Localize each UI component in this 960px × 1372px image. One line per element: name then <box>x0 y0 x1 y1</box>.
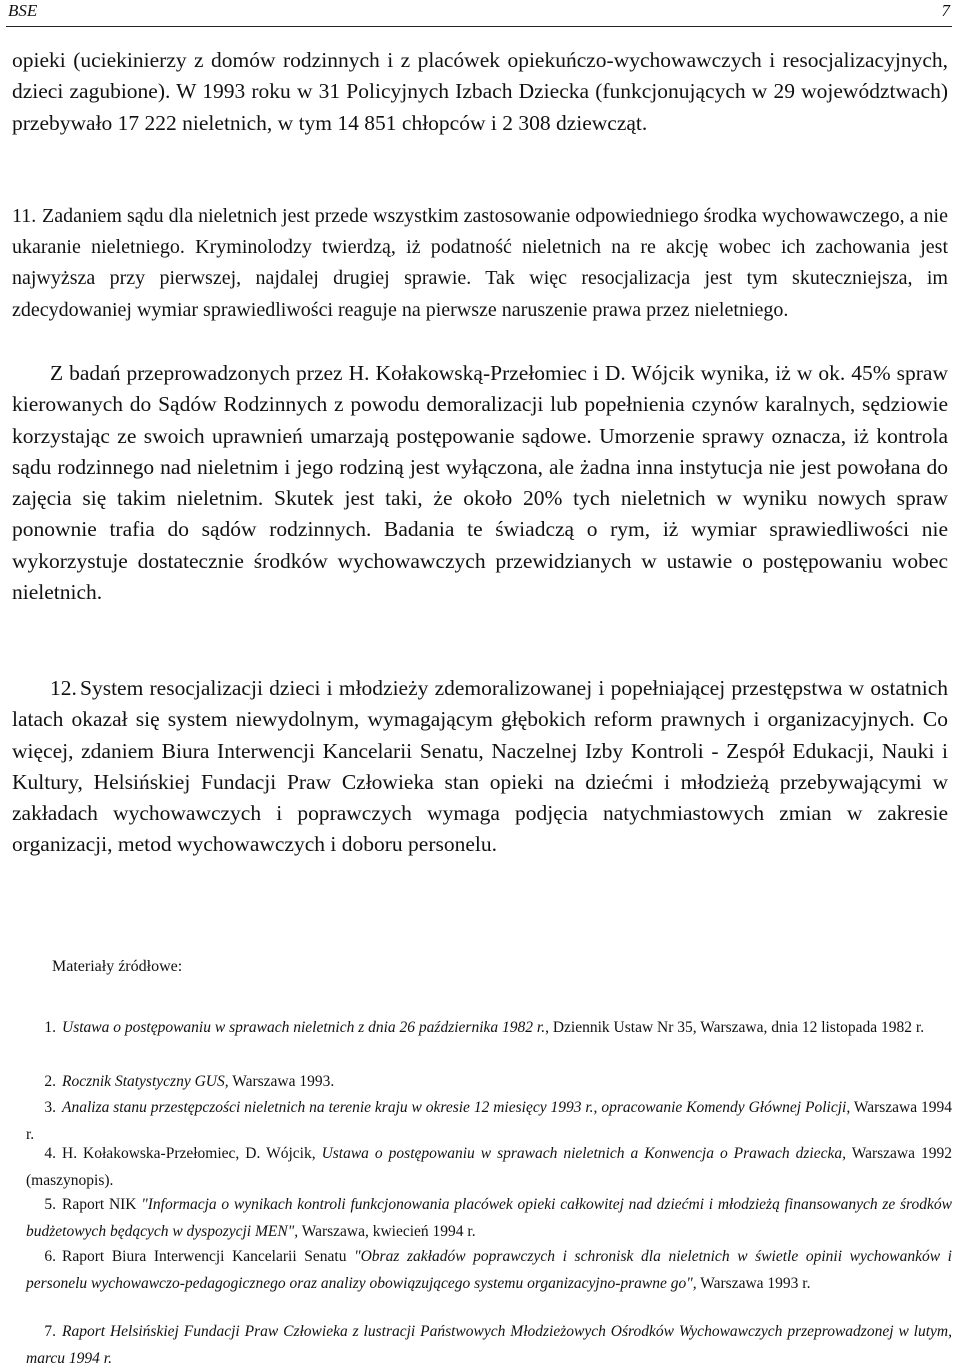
reference-item: 2. Rocznik Statystyczny GUS, Warszawa 1993. <box>44 1073 335 1090</box>
paragraph-number: 11. <box>12 205 37 227</box>
sources-heading: Materiały źródłowe: <box>52 958 183 975</box>
page-number: 7 <box>941 1 950 20</box>
reference-item: 5. Raport NIK "Informacja o wynikach kontroli funkcjonowania placówek opieki całkowitej nad dziećmi i młodzieżą finansowanych ze środków budżetowych będących w dyspozycji MEN", Warszawa, kwiecień 1994 r. <box>26 1196 952 1240</box>
reference-item: 4. H. Kołakowska-Przełomiec, D. Wójcik, Ustawa o postępowaniu w sprawach nieletnich a Konwencja o Prawach dziecka, Warszawa 1992 (maszynopis). <box>26 1145 952 1189</box>
paragraph-number: 12. <box>50 676 77 700</box>
paragraph-11 <box>12 201 948 326</box>
paragraph-12 <box>12 673 948 861</box>
header-title: BSE <box>8 1 38 20</box>
page-header <box>6 0 952 27</box>
reference-item: 6. Raport Biura Interwencji Kancelarii Senatu "Obraz zakładów poprawczych i schronisk dla nieletnich w świetle opinii wychowanków i personelu wychowawczo-pedagogicznego oraz analizy obowiązującego systemu organizacyjno-prawne go", Warszawa 1993 r. <box>26 1248 952 1292</box>
paragraph-intro: opieki (uciekinierzy z domów rodzinnych i z placówek opiekuńczo-wychowawczych i resocjalizacyjnych, dzieci zagubione). W 1993 roku w 31 Policyjnych Izbach Dziecka (funkcjonujących w 29 województwach) przebywało 17 222 nieletnich, w tym 14 851 chłopców i 2 308 dziewcząt. <box>12 48 948 135</box>
reference-item: 3. Analiza stanu przestępczości nieletnich na terenie kraju w okresie 12 miesięcy 1993 r., opracowanie Komendy Głównej Policji, Warszawa 1994 r. <box>26 1099 953 1143</box>
paragraph-11-text-a: Zadaniem sądu dla nieletnich jest przede wszystkim zastosowanie odpowiedniego środka wychowawczego, a nie ukaranie nieletniego. Kryminolodzy twierdzą, iż podatność nieletnich na re akcję wobec ich zachowania jest najwyższa przy pierwszej, najdalej drugiej sprawie. Tak więc resocjalizacja jest tym skuteczniejsza, im zdecydowaniej wymiar sprawiedliwości reaguje na pierwsze naruszenie prawa przez nieletniego. <box>12 205 948 321</box>
reference-item: 7. Raport Helsińskiej Fundacji Praw Człowieka z lustracji Państwowych Młodzieżowych Ośrodków Wychowawczych przeprowadzonej w lutym, marcu 1994 r. <box>26 1323 952 1367</box>
paragraph-11-continued: Z badań przeprowadzonych przez H. Kołakowską-Przełomiec i D. Wójcik wynika, iż w ok. 45% spraw kierowanych do Sądów Rodzinnych z powodu demoralizacji lub popełnienia czynów karalnych, sędziowie korzystając ze swoich uprawnień umarzają postępowanie sądowe. Umorzenie sprawy oznacza, iż kontrola sądu rodzinnego nad nieletnim i jego rodziną jest wyłączona, ale żadna inna instytucja nie jest powołana do zajęcia się takim nieletnim. Skutek jest taki, że około 20% tych nieletnich w wyniku nowych spraw ponownie trafia do sądów rodzinnych. Badania te świadczą o rym, iż wymiar sprawiedliwości nie wykorzystuje dostatecznie środków wychowawczych przewidzianych w ustawie o postępowaniu wobec nieletnich. <box>12 361 948 605</box>
paragraph-12-text: System resocjalizacji dzieci i młodzieży zdemoralizowanej i popełniającej przestępstwa w ostatnich latach okazał się system niewydolnym, wymagającym głębokich reform prawnych i organizacyjnych. Co więcej, zdaniem Biura Interwencji Kancelarii Senatu, Naczelnej Izby Kontroli - Zespół Edukacji, Nauki i Kultury, Helsińskiej Fundacji Praw Człowieka stan opieki na dziećmi i młodzieżą przebywającymi w zakładach wychowawczych i poprawczych wymaga podjęcia natychmiastowych zmian w zakresie organizacji, metod wychowawczych i doboru personelu. <box>12 676 948 857</box>
reference-item: 1. Ustawa o postępowaniu w sprawach nieletnich z dnia 26 października 1982 r., Dziennik Ustaw Nr 35, Warszawa, dnia 12 listopada 1982 r. <box>44 1019 925 1036</box>
